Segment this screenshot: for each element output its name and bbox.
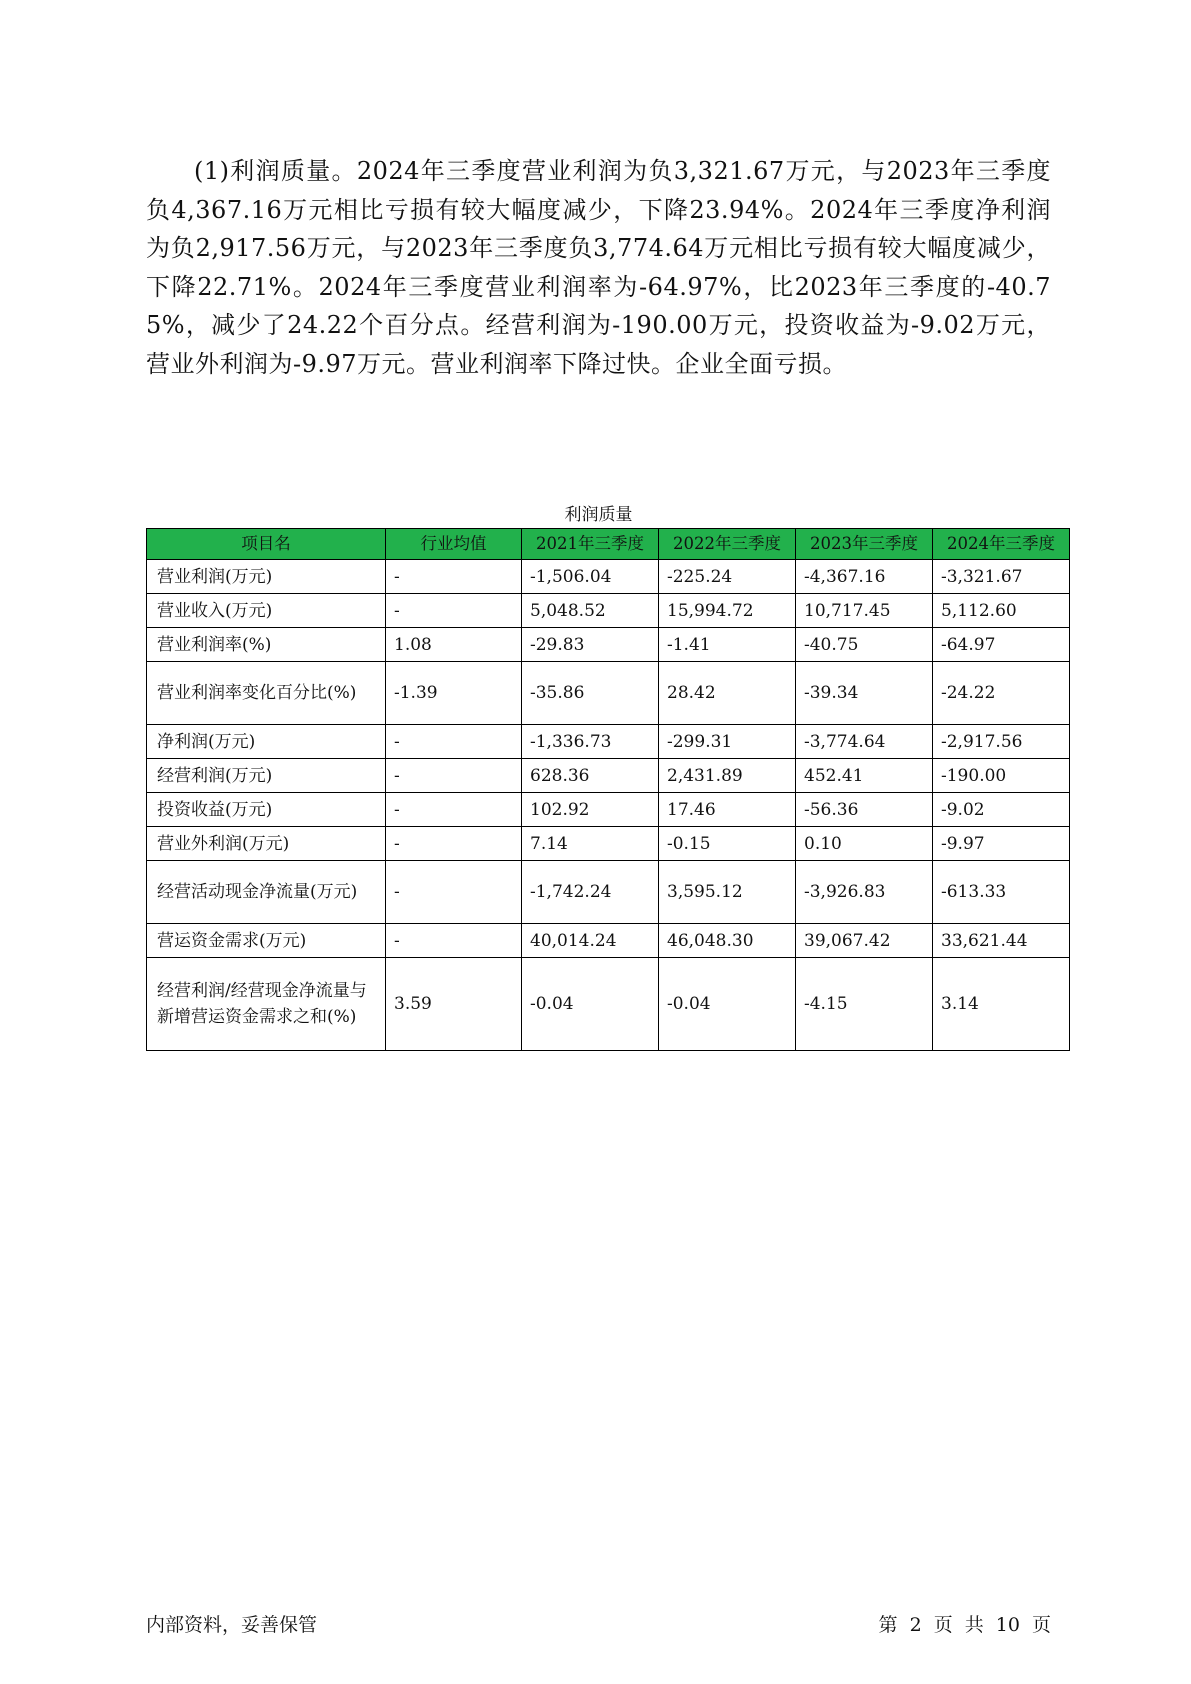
- row-label: 营业利润(万元): [147, 560, 386, 594]
- table-cell: -: [386, 594, 522, 628]
- table-cell: 40,014.24: [522, 924, 659, 958]
- table-cell: -4.15: [796, 958, 933, 1051]
- table-cell: -4,367.16: [796, 560, 933, 594]
- table-cell: 452.41: [796, 759, 933, 793]
- header-cell-2023q3: 2023年三季度: [796, 529, 933, 560]
- table-cell: 10,717.45: [796, 594, 933, 628]
- row-label: 经营利润/经营现金净流量与新增营运资金需求之和(%): [147, 958, 386, 1051]
- header-cell-2022q3: 2022年三季度: [659, 529, 796, 560]
- table-cell: 3.14: [933, 958, 1070, 1051]
- table-cell: -2,917.56: [933, 725, 1070, 759]
- table-cell: 46,048.30: [659, 924, 796, 958]
- table-cell: -: [386, 827, 522, 861]
- table-title: 利润质量: [564, 505, 633, 525]
- table-row: [147, 560, 1070, 594]
- table-cell: -0.04: [522, 958, 659, 1051]
- table-cell: -: [386, 725, 522, 759]
- table-cell: 5,048.52: [522, 594, 659, 628]
- table-row: [147, 759, 1070, 793]
- table-cell: 3.59: [386, 958, 522, 1051]
- row-label: 营业外利润(万元): [147, 827, 386, 861]
- table-cell: -29.83: [522, 628, 659, 662]
- row-label: 经营活动现金净流量(万元): [147, 861, 386, 924]
- table-cell: -225.24: [659, 560, 796, 594]
- row-label: 投资收益(万元): [147, 793, 386, 827]
- table-cell: -3,321.67: [933, 560, 1070, 594]
- table-row: [147, 861, 1070, 924]
- table-cell: -0.15: [659, 827, 796, 861]
- table-cell: -64.97: [933, 628, 1070, 662]
- table-cell: -1,742.24: [522, 861, 659, 924]
- table-row: [147, 662, 1070, 725]
- table-cell: -613.33: [933, 861, 1070, 924]
- table-cell: -9.97: [933, 827, 1070, 861]
- table-cell: -40.75: [796, 628, 933, 662]
- table-cell: -35.86: [522, 662, 659, 725]
- table-cell: 28.42: [659, 662, 796, 725]
- row-label: 营业利润率(%): [147, 628, 386, 662]
- table-cell: -1.39: [386, 662, 522, 725]
- header-cell-2021q3: 2021年三季度: [522, 529, 659, 560]
- table-cell: 17.46: [659, 793, 796, 827]
- profit-quality-paragraph: (1)利润质量。2024年三季度营业利润为负3,321.67万元，与2023年三季度负4,367.16万元相比亏损有较大幅度减少，下降23.94%。2024年三季度净利润为负2,917.56万元，与2023年三季度负3,774.64万元相比亏损有较大幅度减少，下降22.71%。2024年三季度营业利润率为-64.97%，比2023年三季度的-40.75%，减少了24.22个百分点。经营利润为-190.00万元，投资收益为-9.02万元，营业外利润为-9.97万元。营业利润率下降过快。企业全面亏损。: [146, 157, 1051, 378]
- table-cell: 102.92: [522, 793, 659, 827]
- row-label: 经营利润(万元): [147, 759, 386, 793]
- table-row: [147, 725, 1070, 759]
- table-cell: -: [386, 759, 522, 793]
- table-row: [147, 793, 1070, 827]
- table-cell: 2,431.89: [659, 759, 796, 793]
- table-cell: 7.14: [522, 827, 659, 861]
- header-cell-industry-average: 行业均值: [386, 529, 522, 560]
- table-cell: 33,621.44: [933, 924, 1070, 958]
- table-cell: -3,774.64: [796, 725, 933, 759]
- table-cell: -24.22: [933, 662, 1070, 725]
- header-cell-item: 项目名: [147, 529, 386, 560]
- profit-quality-table: [146, 528, 1070, 1051]
- footer-page-number: 第 2 页 共 10 页: [878, 1614, 1051, 1636]
- table-cell: -0.04: [659, 958, 796, 1051]
- table-cell: -: [386, 560, 522, 594]
- table-cell: -39.34: [796, 662, 933, 725]
- table-header-row: [147, 529, 1070, 560]
- table-cell: -56.36: [796, 793, 933, 827]
- table-cell: -9.02: [933, 793, 1070, 827]
- row-label: 净利润(万元): [147, 725, 386, 759]
- table-cell: -190.00: [933, 759, 1070, 793]
- table-cell: 39,067.42: [796, 924, 933, 958]
- table-cell: -: [386, 793, 522, 827]
- row-label: 营业收入(万元): [147, 594, 386, 628]
- header-cell-2024q3: 2024年三季度: [933, 529, 1070, 560]
- table-cell: -: [386, 924, 522, 958]
- table-row: [147, 827, 1070, 861]
- table-row: [147, 594, 1070, 628]
- table-cell: -3,926.83: [796, 861, 933, 924]
- table-row: [147, 628, 1070, 662]
- table-cell: -1,336.73: [522, 725, 659, 759]
- table-cell: 628.36: [522, 759, 659, 793]
- table-cell: 5,112.60: [933, 594, 1070, 628]
- table-cell: 0.10: [796, 827, 933, 861]
- table-cell: -299.31: [659, 725, 796, 759]
- table-cell: -: [386, 861, 522, 924]
- table-cell: 15,994.72: [659, 594, 796, 628]
- table-cell: 1.08: [386, 628, 522, 662]
- table-cell: 3,595.12: [659, 861, 796, 924]
- table-cell: -1,506.04: [522, 560, 659, 594]
- row-label: 营业利润率变化百分比(%): [147, 662, 386, 725]
- row-label: 营运资金需求(万元): [147, 924, 386, 958]
- table-row: [147, 924, 1070, 958]
- footer-confidential-note: 内部资料，妥善保管: [146, 1614, 318, 1636]
- table-row: [147, 958, 1070, 1051]
- table-cell: -1.41: [659, 628, 796, 662]
